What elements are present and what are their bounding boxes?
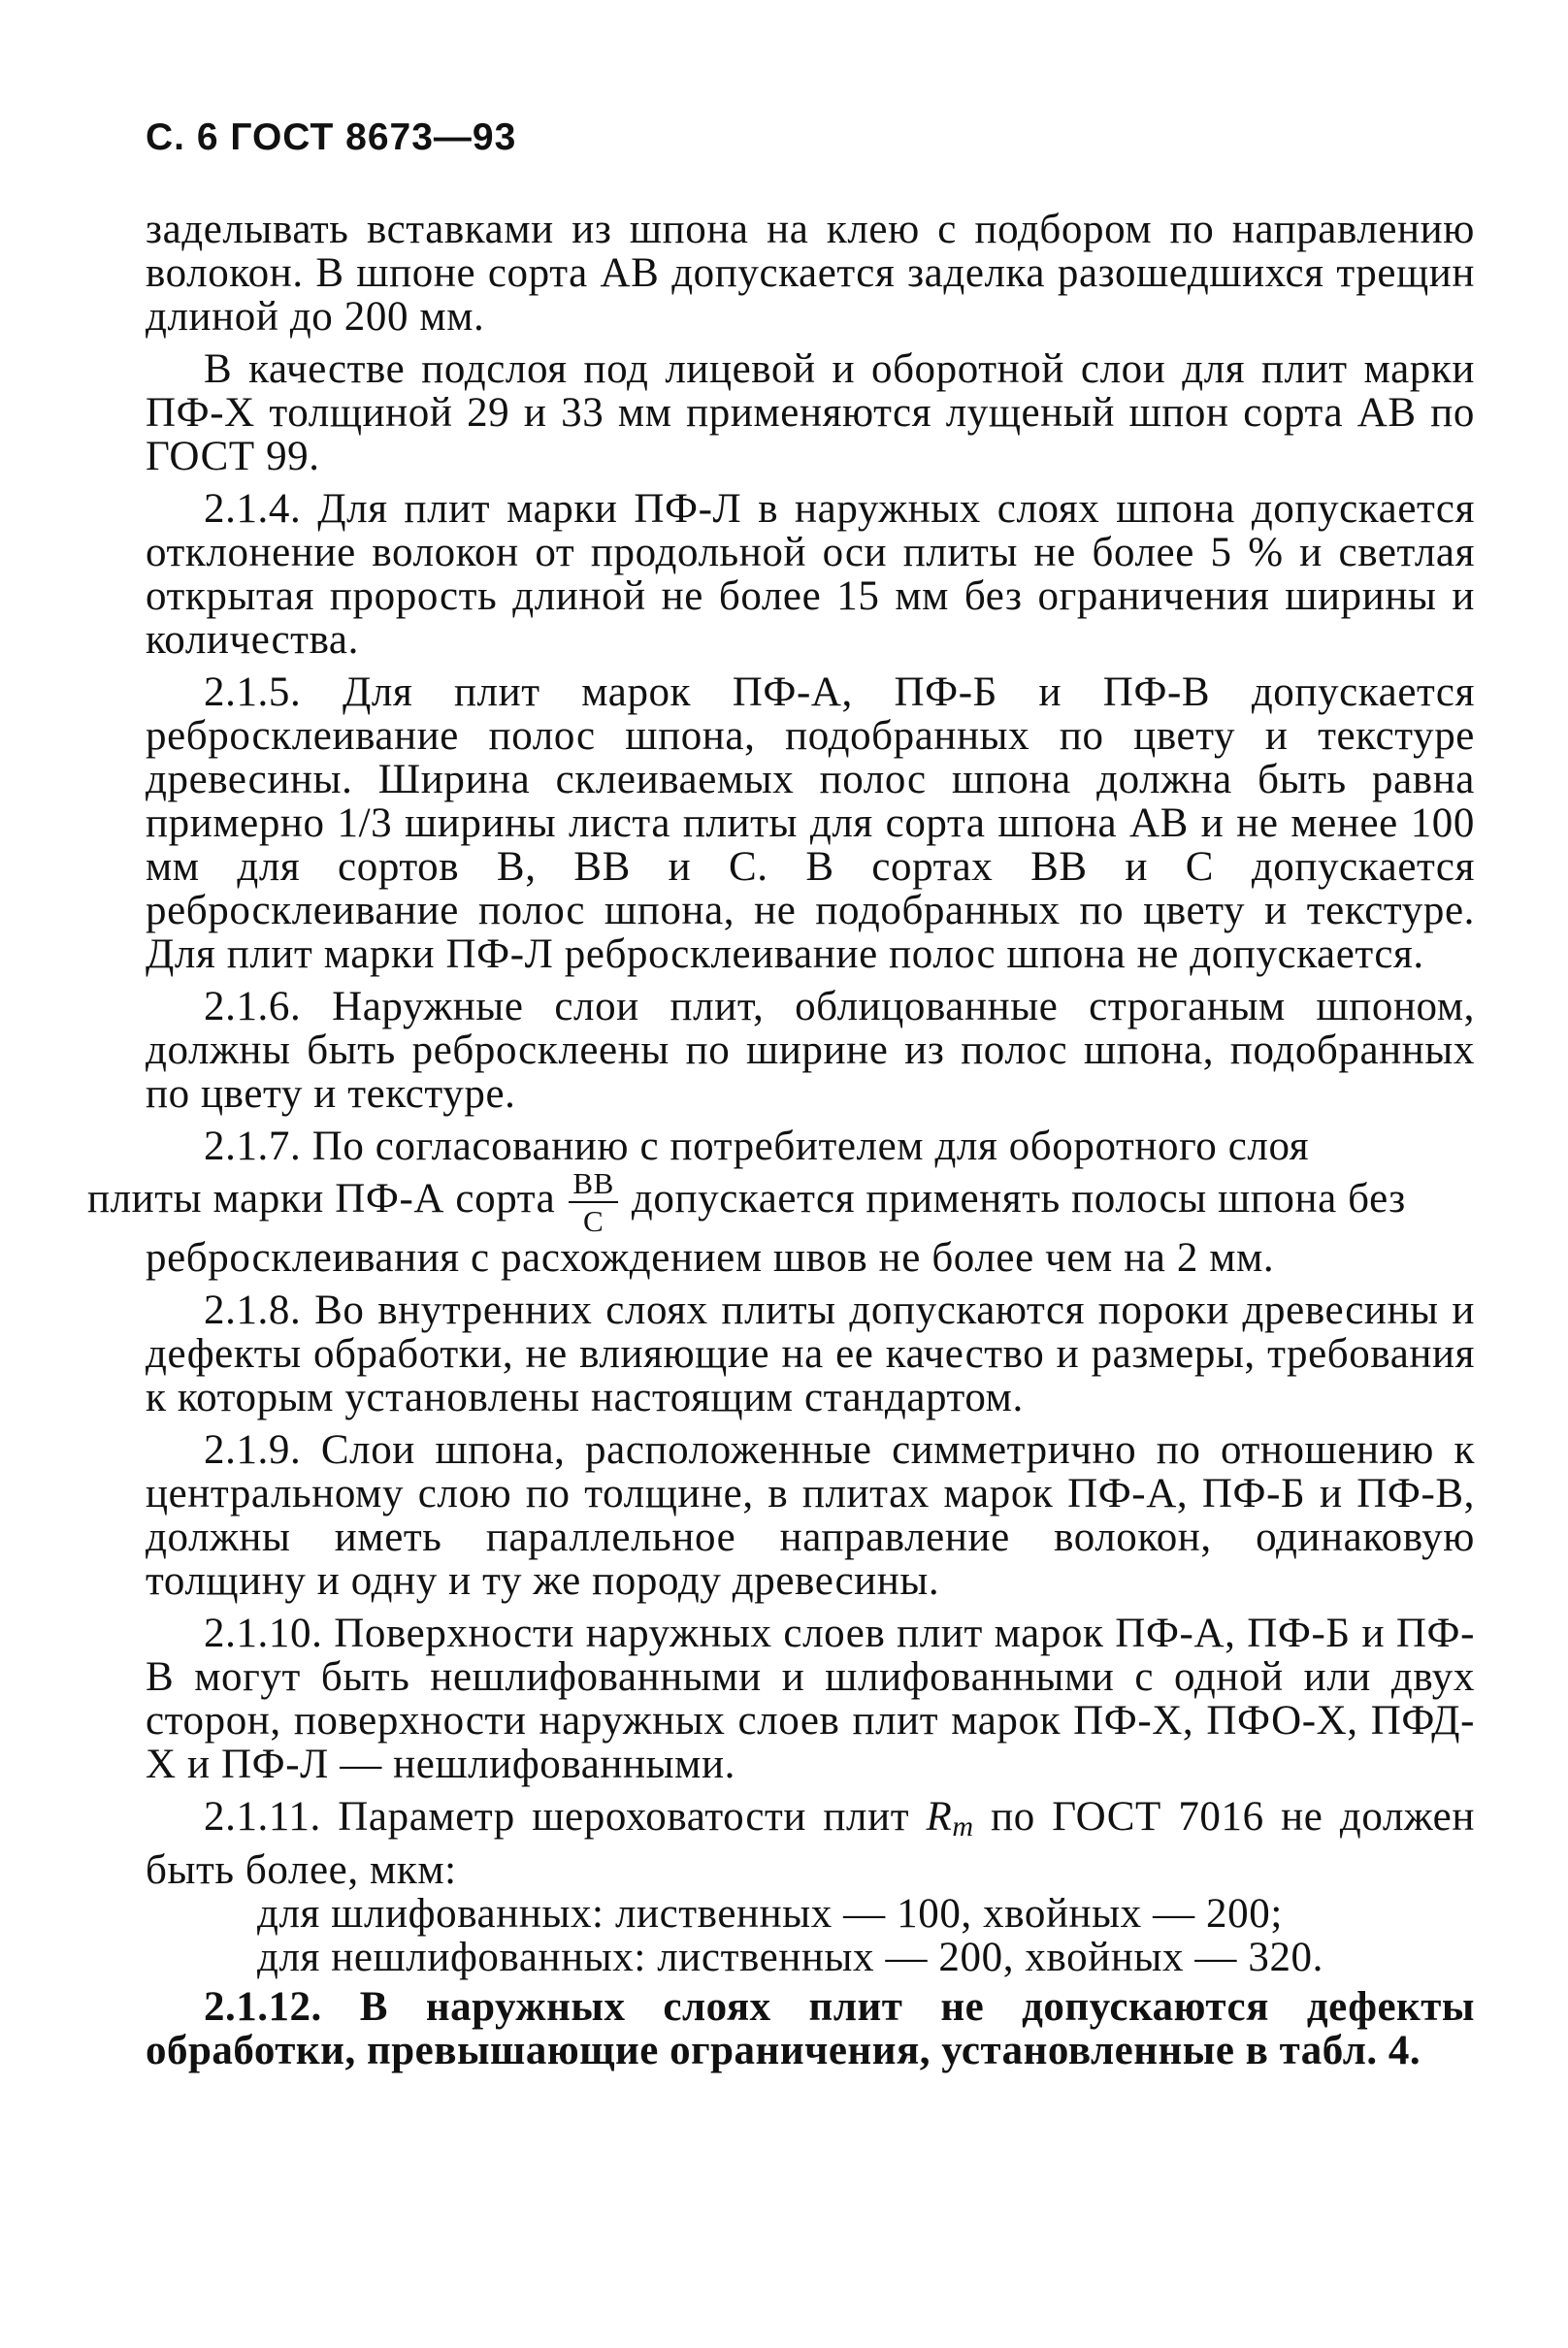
clause-2-1-12-text: 2.1.12. В наружных слоях плит не допускаются дефекты обработки, превышающие ограничения, установленные в табл. 4. [146, 1984, 1475, 2073]
document-page [87, 116, 1475, 2081]
clause-2-1-5: 2.1.5. Для плит марок ПФ-А, ПФ-Б и ПФ-В допускается ребросклеивание полос шпона, подобранных по цвету и текстуре древесины. Ширина склеиваемых полос шпона должна быть равна примерно 1/3 ширины листа плиты для сорта шпона АВ и не менее 100 мм для сортов В, ВВ и С. В сортах ВВ и С допускается ребросклеивание полос шпона, не подобранных по цвету и текстуре. Для плит марки ПФ-Л ребросклеивание полос шпона не допускается. [146, 669, 1475, 977]
clause-2-1-4: 2.1.4. Для плит марки ПФ-Л в наружных слоях шпона допускается отклонение волокон от продольной оси плиты не более 5 % и светлая открытая прорость длиной не более 15 мм без ограничения ширины и количества. [146, 486, 1475, 663]
paragraph-underlayer: В качестве подслоя под лицевой и оборотной слои для плит марки ПФ-Х толщиной 29 и 33 мм применяются лущеный шпон сорта АВ по ГОСТ 99. [146, 346, 1475, 479]
clause-2-1-7-before: плиты марки ПФ-А сорта [87, 1175, 556, 1222]
clause-2-1-9: 2.1.9. Слои шпона, расположенные симметрично по отношению к центральному слою по толщине, в плитах марок ПФ-А, ПФ-Б и ПФ-В, должны иметь параллельное направление волокон, одинаковую толщину и одну и ту же породу древесины. [146, 1427, 1475, 1604]
clause-2-1-7-line1: 2.1.7. По согласованию с потребителем для оборотного слоя [204, 1124, 1310, 1169]
grade-fraction [569, 1168, 618, 1236]
document-body [87, 207, 1475, 2073]
roughness-symbol-letter: R [926, 1794, 953, 1840]
roughness-sanded: для шлифованных: лиственных — 100, хвойных — 200; [257, 1891, 1283, 1937]
fraction-denominator: С [582, 1204, 604, 1238]
fraction-numerator: ВВ [569, 1168, 618, 1203]
paragraph-continuation: заделывать вставками из шпона на клею с подбором по направлению волокон. В шпоне сорта АВ допускается заделка разошедшихся трещин длиной до 200 мм. [146, 207, 1475, 340]
page-header: С. 6 ГОСТ 8673—93 [146, 116, 517, 158]
clause-2-1-7 [87, 1124, 1475, 1281]
clause-2-1-11-after: по ГОСТ 7016 не должен быть более, мкм: [146, 1794, 1475, 1893]
roughness-symbol [926, 1794, 974, 1843]
roughness-symbol-subscript: m [952, 1810, 974, 1843]
clause-2-1-7-after: допускается применять полосы шпона без ребросклеивания с расхождением швов не более чем на 2 мм. [146, 1175, 1406, 1281]
clause-2-1-11 [146, 1795, 1475, 1979]
clause-2-1-12 [146, 1985, 1475, 2072]
clause-2-1-8: 2.1.8. Во внутренних слоях плиты допускаются пороки древесины и дефекты обработки, не влияющие на ее качество и размеры, требования к которым установлены настоящим стандартом. [146, 1288, 1475, 1420]
clause-2-1-10: 2.1.10. Поверхности наружных слоев плит марок ПФ-А, ПФ-Б и ПФ-В могут быть нешлифованными и шлифованными с одной или двух сторон, поверхности наружных слоев плит марок ПФ-Х, ПФО-Х, ПФД-Х и ПФ-Л — нешлифованными. [146, 1611, 1475, 1787]
clause-2-1-6: 2.1.6. Наружные слои плит, облицованные строганым шпоном, должны быть ребросклеены по ширине из полос шпона, подобранных по цвету и текстуре. [146, 984, 1475, 1117]
clause-2-1-11-before: 2.1.11. Параметр шероховатости плит [204, 1794, 910, 1840]
roughness-unsanded: для нешлифованных: лиственных — 200, хвойных — 320. [257, 1935, 1324, 1980]
